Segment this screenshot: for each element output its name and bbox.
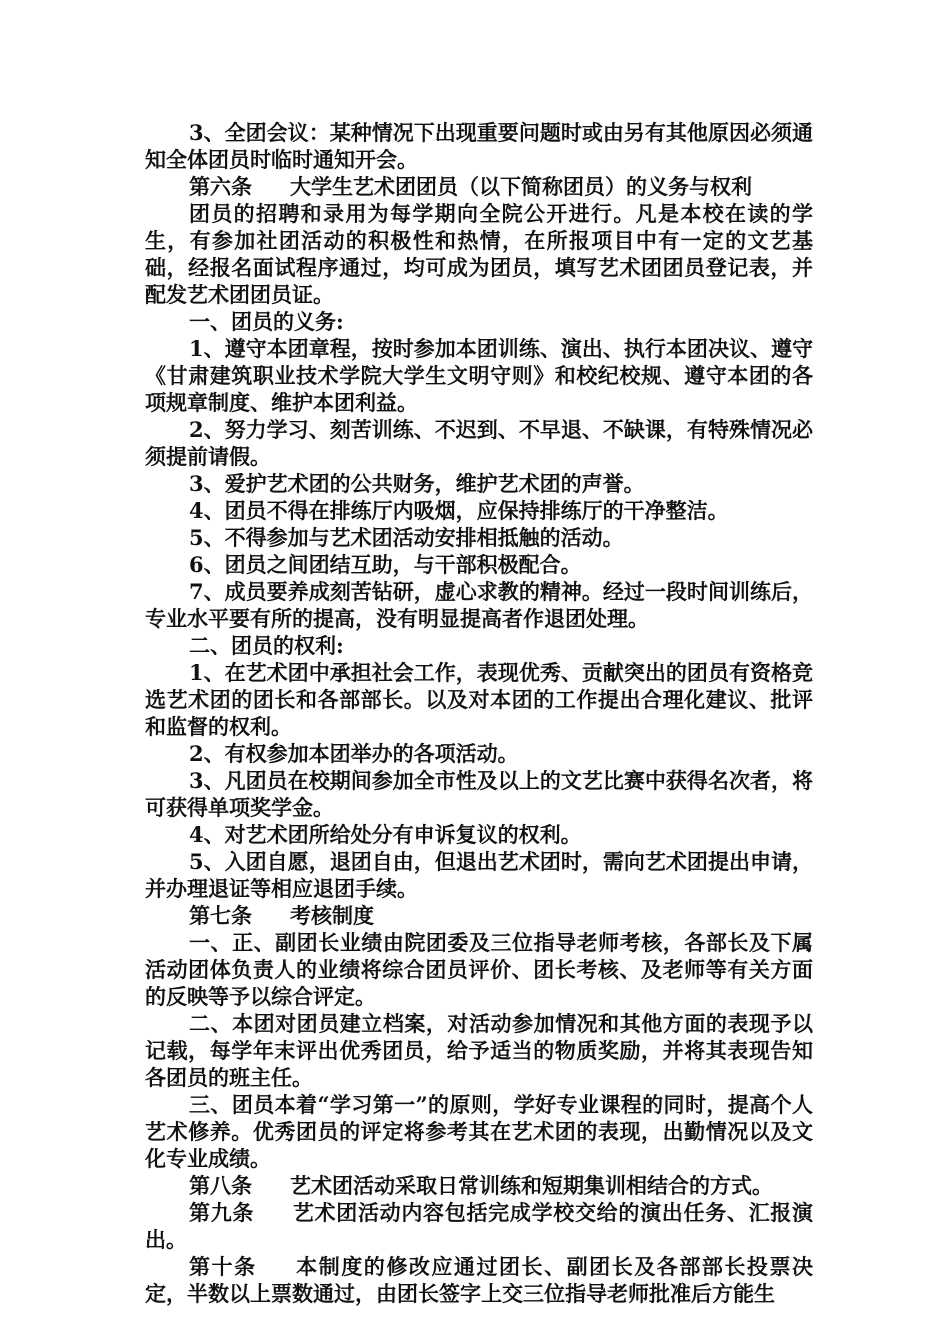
article-7-title: 考核制度	[290, 903, 374, 928]
duty-item-2: 2、努力学习、刻苦训练、不迟到、不早退、不缺课，有特殊情况必须提前请假。	[145, 417, 813, 469]
article-6-number: 第六条	[189, 174, 252, 199]
section-heading-rights: 二、团员的权利:	[189, 633, 344, 658]
article-9-number: 第九条	[189, 1200, 255, 1225]
duty-item-3: 3、爱护艺术团的公共财务，维护艺术团的声誉。	[189, 471, 645, 496]
duty-item-1: 1、遵守本团章程，按时参加本团训练、演出、执行本团决议、遵守《甘肃建筑职业技术学院大学生文明守则》和校纪校规、遵守本团的各项规章制度、维护本团利益。	[145, 336, 813, 415]
paragraph-recruitment: 团员的招聘和录用为每学期向全院公开进行。凡是本校在读的学生，有参加社团活动的积极性和热情，在所报项目中有一定的文艺基础，经报名面试程序通过，均可成为团员，填写艺术团团员登记表，并配发艺术团团员证。	[145, 201, 813, 307]
duty-item-7: 7、成员要养成刻苦钻研，虚心求教的精神。经过一段时间训练后，专业水平要有所的提高，没有明显提高者作退团处理。	[145, 579, 813, 631]
assessment-item-1: 一、正、副团长业绩由院团委及三位指导老师考核，各部长及下属活动团体负责人的业绩将综合团员评价、团长考核、及老师等有关方面的反映等予以综合评定。	[145, 930, 813, 1009]
right-item-5: 5、入团自愿，退团自由，但退出艺术团时，需向艺术团提出申请，并办理退证等相应退团手续。	[145, 849, 813, 901]
right-item-4: 4、对艺术团所给处分有申诉复议的权利。	[189, 822, 582, 847]
article-8	[145, 1172, 813, 1199]
assessment-item-2: 二、本团对团员建立档案，对活动参加情况和其他方面的表现予以记载，每学年末评出优秀团员，给予适当的物质奖励，并将其表现告知各团员的班主任。	[145, 1011, 813, 1090]
article-10-text: 本制度的修改应通过团长、副团长及各部部长投票决定，半数以上票数通过，由团长签字上交三位指导老师批准后方能生	[145, 1254, 814, 1306]
article-10-number: 第十条	[189, 1254, 257, 1279]
right-item-3: 3、凡团员在校期间参加全市性及以上的文艺比赛中获得名次者，将可获得单项奖学金。	[145, 768, 813, 820]
article-8-text: 艺术团活动采取日常训练和短期集训相结合的方式。	[290, 1173, 773, 1198]
duty-item-4: 4、团员不得在排练厅内吸烟，应保持排练厅的干净整洁。	[189, 498, 729, 523]
article-6-title: 大学生艺术团团员（以下简称团员）的义务与权利	[290, 174, 752, 199]
right-item-2: 2、有权参加本团举办的各项活动。	[189, 741, 519, 766]
article-8-number: 第八条	[189, 1173, 252, 1198]
article-7	[145, 902, 813, 929]
article-10	[145, 1253, 813, 1307]
duty-item-5: 5、不得参加与艺术团活动安排相抵触的活动。	[189, 525, 624, 550]
article-6	[145, 173, 813, 200]
article-9	[145, 1199, 813, 1253]
assessment-item-3: 三、团员本着“学习第一”的原则，学好专业课程的同时，提高个人艺术修养。优秀团员的评定将参考其在艺术团的表现，出勤情况以及文化专业成绩。	[145, 1092, 813, 1171]
section-heading-duties: 一、团员的义务:	[189, 309, 344, 334]
document-body	[145, 119, 813, 1307]
article-9-text: 艺术团活动内容包括完成学校交给的演出任务、汇报演出。	[145, 1200, 814, 1252]
right-item-1: 1、在艺术团中承担社会工作，表现优秀、贡献突出的团员有资格竞选艺术团的团长和各部部长。以及对本团的工作提出合理化建议、批评和监督的权利。	[145, 660, 813, 739]
paragraph-general-meeting: 3、全团会议：某种情况下出现重要问题时或由另有其他原因必须通知全体团员时临时通知开会。	[145, 120, 813, 172]
duty-item-6: 6、团员之间团结互助，与干部积极配合。	[189, 552, 582, 577]
article-7-number: 第七条	[189, 903, 252, 928]
